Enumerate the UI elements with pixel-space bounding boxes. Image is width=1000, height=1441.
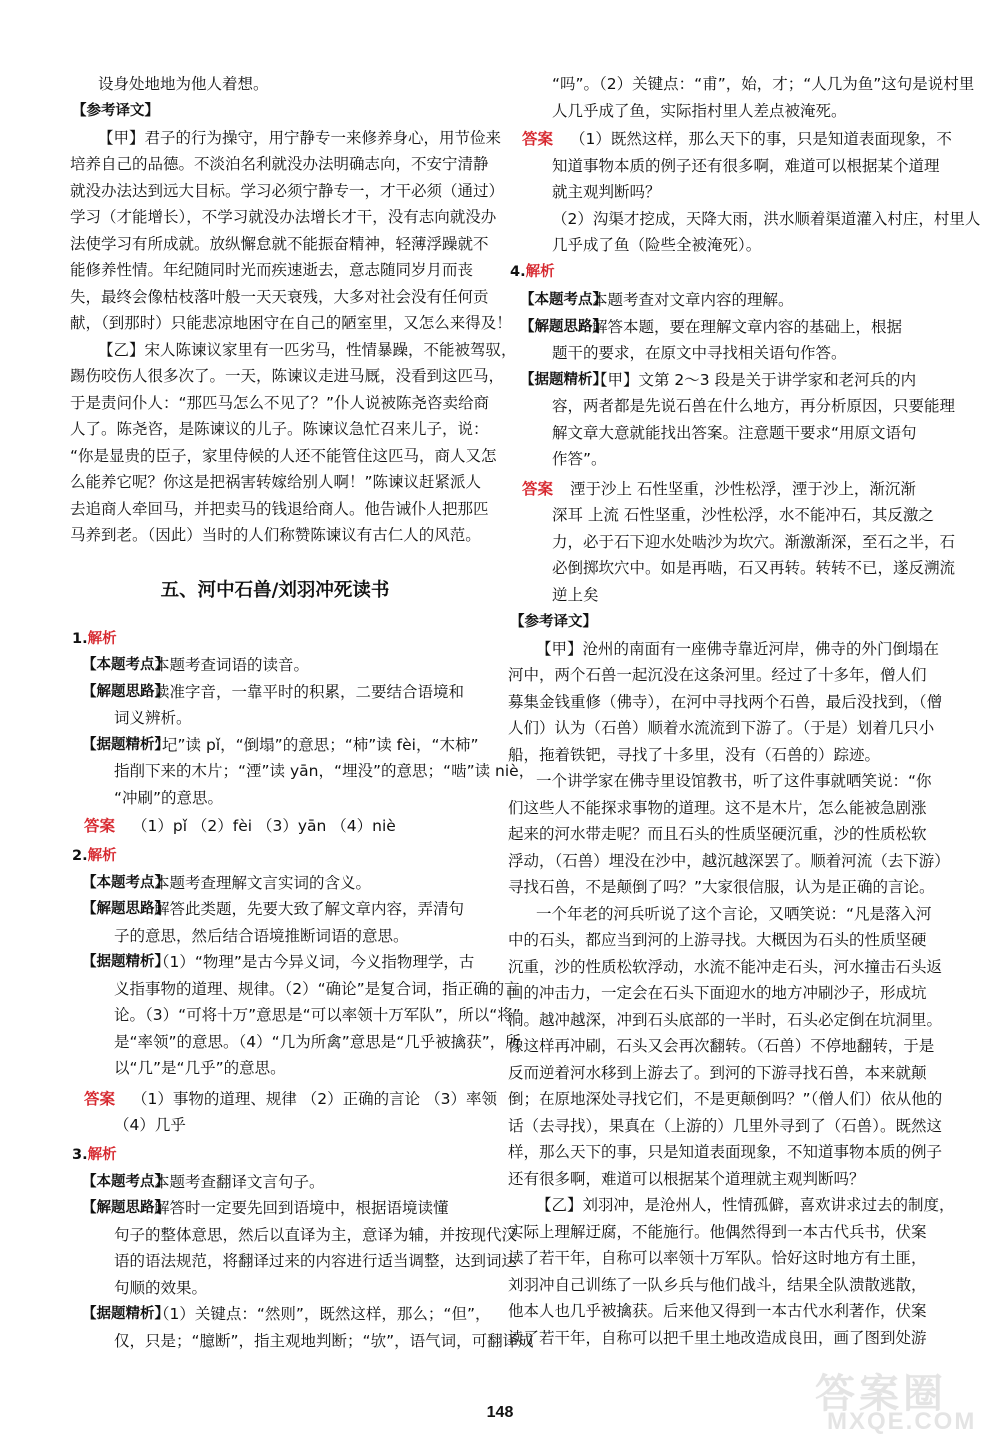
paragraph-line: 是“率领”的意思。（4）“几为所禽”意思是“几乎被擒获”，所 xyxy=(114,1033,521,1051)
answer-label: 答案 xyxy=(84,1090,116,1108)
paragraph-line: 他本人也几乎被擒获。后来他又得到一本古代水利著作，伏案 xyxy=(508,1302,927,1320)
paragraph-line: 句顺的效果。 xyxy=(114,1279,208,1297)
paragraph-line: 像这样再冲刷，石头又会再次翻转。（石兽）不停地翻转，于是 xyxy=(508,1037,935,1055)
question-3-header xyxy=(72,1144,117,1166)
answer-label: 答案 xyxy=(522,480,554,498)
question-4-header xyxy=(510,261,555,283)
paragraph-line: 【乙】刘羽冲，是沧州人，性情孤僻，喜欢讲求过去的制度， xyxy=(536,1196,955,1214)
answer-text: （1）既然这样，那么天下的事，只是知道表面现象，不 xyxy=(570,130,952,148)
approach-tag: 【解题思路】 xyxy=(520,319,607,335)
answer-text: 力，必于石下迎水处啮沙为坎穴。渐激渐深，至石之半，石 xyxy=(552,533,956,551)
analysis-label: 解析 xyxy=(87,1147,117,1163)
paragraph-line: 词义辨析。 xyxy=(114,709,192,727)
paragraph-line: 读准字音，一靠平时的积累，二要结合语境和 xyxy=(154,683,465,701)
paragraph-line: 读了若干年，自称可以把千里土地改造成良田，画了图到处游 xyxy=(508,1329,927,1347)
paragraph-line: 募集金钱重修（佛寺），在河中寻找两个石兽，最后没找到，（僧 xyxy=(508,693,943,711)
analysis-tag: 【据题精析】 xyxy=(82,737,169,753)
paragraph-line: 子的意思，然后结合语境推断词语的意思。 xyxy=(114,927,409,945)
paragraph-line: 【乙】宋人陈谏议家里有一匹劣马，性情暴躁，不能被驾驭， xyxy=(98,341,517,359)
paragraph-line: “冲刷”的意思。 xyxy=(114,789,224,807)
paragraph-line: 船，拖着铁钯，寻找了十多里，没有（石兽的）踪迹。 xyxy=(508,746,881,764)
approach-tag: 【解题思路】 xyxy=(82,901,169,917)
answer-label: 答案 xyxy=(522,130,554,148)
paragraph-line: 浮动，（石兽）埋没在沙中，越沉越深罢了。顺着河流（去下游） xyxy=(508,852,950,870)
watermark-text: 答案圈 xyxy=(815,1371,947,1417)
answer-text: 必倒掷坎穴中。如是再啮，石又再转。转转不已，遂反溯流 xyxy=(552,559,956,577)
paragraph-line: 人了。陈尧咨，是陈谏议的儿子。陈谏议急忙召来儿子，说： xyxy=(70,420,489,438)
paragraph-line: 就没办法达到远大目标。学习必须宁静专一，才干必须（通过） xyxy=(70,182,505,200)
paragraph-line: 寻找石兽，不是颠倒了吗？”大家很信服，认为是正确的言论。 xyxy=(508,878,935,896)
paragraph-line: 论。（3）“可将十万”意思是“可以率领十万军队”，所以“将” xyxy=(114,1006,521,1024)
answer-text: 深耳 上流 石性坚重，沙性松浮，水不能冲石，其反激之 xyxy=(552,506,934,524)
question-number: 3. xyxy=(72,1147,88,1163)
paragraph-line: 设身处地地为他人着想。 xyxy=(98,75,269,93)
paragraph-line: 解答时一定要先回到语境中，根据语境读懂 xyxy=(154,1199,449,1217)
paragraph-line: 中的石头，都应当到河的上游寻找。大概因为石头的性质坚硬 xyxy=(508,931,927,949)
paragraph-line: 样，那么天下的事，只是知道表面现象，不知道事物本质的例子 xyxy=(508,1143,943,1161)
question-number: 2. xyxy=(72,848,88,864)
paragraph-line: 河中，两个石兽一起沉没在这条河里。经过了十多年，僧人们 xyxy=(508,666,927,684)
paragraph-line: 沉重，沙的性质松软浮动，水流不能冲走石头，河水撞击石头返 xyxy=(508,958,943,976)
topic-tag: 【本题考点】 xyxy=(82,875,169,891)
topic-tag: 【本题考点】 xyxy=(520,292,607,308)
question-number: 1. xyxy=(72,631,88,647)
paragraph-line: “你是显贵的臣子，家里侍候的人还不能管住这匹马，商人又怎 xyxy=(70,447,497,465)
paragraph-line: 本题考查对文章内容的理解。 xyxy=(592,291,794,309)
paragraph-line: 句子的整体意思，然后以直译为主，意译为辅，并按现代汉 xyxy=(114,1226,518,1244)
paragraph-line: 【甲】君子的行为操守，用宁静专一来修养身心，用节俭来 xyxy=(98,129,502,147)
paragraph-line: 人们）认为（石兽）顺着水流流到下游了。（于是）划着几只小 xyxy=(508,719,935,737)
analysis-tag: 【据题精析】 xyxy=(82,1306,169,1322)
paragraph-line: 读了若干年，自称可以率领十万军队。恰好这时地方有土匪， xyxy=(508,1249,927,1267)
paragraph-line: （1）“物理”是古今异义词，今义指物理学，古 xyxy=(154,953,475,971)
paragraph-line: 义指事物的道理、规律。（2）“确论”是复合词，指正确的言 xyxy=(114,980,520,998)
paragraph-line: 去追商人牵回马，并把卖马的钱退给商人。他告诫仆人把那匹 xyxy=(70,500,489,518)
paragraph-line: 反而逆着河水移到上游去了。到河的下游寻找石兽，本来就颠 xyxy=(508,1064,927,1082)
paragraph-line: 培养自己的品德。不淡泊名利就没办法明确志向，不安宁清静 xyxy=(70,155,489,173)
paragraph-line: 本题考查理解文言实词的含义。 xyxy=(154,874,372,892)
approach-tag: 【解题思路】 xyxy=(82,684,169,700)
paragraph-line: 还有很多啊，难道可以根据某个道理就主观判断吗？ xyxy=(508,1170,865,1188)
paragraph-line: 一个讲学家在佛寺里设馆教书，听了这件事就哂笑说：“你 xyxy=(536,772,932,790)
analysis-label: 解析 xyxy=(87,631,117,647)
paragraph-line: 本题考查词语的读音。 xyxy=(154,656,310,674)
paragraph-line: 倒；在原地深处寻找它们，不是更颠倒吗？”（僧人们）依从他的 xyxy=(508,1090,943,1108)
paragraph-line: 洞。越冲越深，冲到石头底部的一半时，石头必定倒在坑洞里。 xyxy=(508,1011,943,1029)
question-number: 4. xyxy=(510,264,526,280)
paragraph-line: 本题考查翻译文言句子。 xyxy=(154,1173,325,1191)
paragraph-line: 解答此类题，先要大致了解文章内容，弄清句 xyxy=(154,900,465,918)
answer-text: 湮于沙上 石性坚重，沙性松浮，湮于沙上，渐沉渐 xyxy=(570,480,916,498)
answer-text: 就主观判断吗？ xyxy=(552,183,661,201)
paragraph-line: 学习（才能增长），不学习就没办法增长才干，没有志向就没办 xyxy=(70,208,497,226)
paragraph-line: 踢伤咬伤人很多次了。一天，陈谏议走进马厩，没看到这匹马， xyxy=(70,367,505,385)
answer-text: （4）几乎 xyxy=(114,1116,186,1134)
watermark-logo xyxy=(815,1362,990,1437)
analysis-tag: 【据题精析】 xyxy=(82,954,169,970)
section-title: 五、河中石兽/刘羽冲死读书 xyxy=(160,580,390,601)
answer-label: 答案 xyxy=(84,817,116,835)
paragraph-line: 马养到老。（因此）当时的人们称赞陈谏议有古仁人的风范。 xyxy=(70,526,481,544)
analysis-tag: 【据题精析】 xyxy=(520,372,607,388)
answer-text: 知道事物本质的例子还有很多啊，难道可以根据某个道理 xyxy=(552,157,940,175)
paragraph-line: 回的冲击力，一定会在石头下面迎水的地方冲刷沙子，形成坑 xyxy=(508,984,927,1002)
paragraph-line: 指削下来的木片；“湮”读 yān，“埋没”的意思；“啮”读 niè， xyxy=(114,762,535,780)
paragraph-line: 容，两者都是先说石兽在什么地方，再分析原因，只要能理 xyxy=(552,397,956,415)
answer-text: 逆上矣 xyxy=(552,586,599,604)
paragraph-line: 解文章大意就能找出答案。注意题干要求“用原文语句 xyxy=(552,424,917,442)
paragraph-line: 【甲】文第 2～3 段是关于讲学家和老河兵的内 xyxy=(592,371,917,389)
paragraph-line: 语的语法规范，将翻译过来的内容进行适当调整，达到词达 xyxy=(114,1252,518,1270)
paragraph-line: “吗”。（2）关键点：“甫”，始，才；“人几为鱼”这句是说村里 xyxy=(552,75,975,93)
answer-text: 几乎成了鱼（险些全被淹死）。 xyxy=(552,236,762,254)
paragraph-line: （1）关键点：“然则”，既然这样，那么；“但”， xyxy=(154,1305,491,1323)
page-number: 148 xyxy=(486,1404,514,1421)
paragraph-line: 作答”。 xyxy=(552,450,607,468)
answer-text: （2）沟渠才挖成，天降大雨，洪水顺着渠道灌入村庄，村里人 xyxy=(552,210,981,228)
paragraph-line: 仅，只是；“臆断”，指主观地判断；“欤”，语气词，可翻译成 xyxy=(114,1332,534,1350)
paragraph-line: 话（去寻找），果真在（上游的）几里外寻到了（石兽）。既然这 xyxy=(508,1117,943,1135)
paragraph-line: 解答本题，要在理解文章内容的基础上，根据 xyxy=(592,318,903,336)
paragraph-line: 献，（到那时）只能悲凉地困守在自己的陋室里，又怎么来得及！ xyxy=(70,314,512,332)
paragraph-line: 刘羽冲自己训练了一队乡兵与他们战斗，结果全队溃散逃散， xyxy=(508,1276,927,1294)
paragraph-line: 们这些人不能探求事物的道理。这不是木片，怎么能被急剧涨 xyxy=(508,799,927,817)
question-2-header xyxy=(72,845,117,867)
paragraph-line: 么能养它呢？你这是把祸害转嫁给别人啊！”陈谏议赶紧派人 xyxy=(70,473,482,491)
reference-translation-label: 【参考译文】 xyxy=(72,103,159,119)
approach-tag: 【解题思路】 xyxy=(82,1200,169,1216)
question-1-header xyxy=(72,628,117,650)
paragraph-line: 【甲】沧州的南面有一座佛寺靠近河岸，佛寺的外门倒塌在 xyxy=(536,640,940,658)
topic-tag: 【本题考点】 xyxy=(82,657,169,673)
paragraph-line: 法使学习有所成就。放纵懈怠就不能振奋精神，轻薄浮躁就不 xyxy=(70,235,489,253)
topic-tag: 【本题考点】 xyxy=(82,1174,169,1190)
paragraph-line: 起来的河水带走呢？而且石头的性质坚硬沉重，沙的性质松软 xyxy=(508,825,927,843)
analysis-label: 解析 xyxy=(87,848,117,864)
paragraph-line: 于是责问仆人：“那匹马怎么不见了？”仆人说被陈尧咨卖给商 xyxy=(70,394,490,412)
watermark-url: MXQE.COM xyxy=(827,1408,977,1435)
paragraph-line: 一个年老的河兵听说了这个言论，又哂笑说：“凡是落入河 xyxy=(536,905,932,923)
answer-text: （1）pǐ （2）fèi （3）yān （4）niè xyxy=(132,817,396,835)
answer-text: （1）事物的道理、规律 （2）正确的言论 （3）率领 xyxy=(132,1090,497,1108)
paragraph-line: “圮”读 pǐ，“倒塌”的意思；“柿”读 fèi，“木柿” xyxy=(154,736,479,754)
paragraph-line: 实际上理解迂腐，不能施行。他偶然得到一本古代兵书，伏案 xyxy=(508,1223,927,1241)
paragraph-line: 人几乎成了鱼，实际指村里人差点被淹死。 xyxy=(552,102,847,120)
reference-translation-label: 【参考译文】 xyxy=(510,614,597,630)
paragraph-line: 题干的要求，在原文中寻找相关语句作答。 xyxy=(552,344,847,362)
analysis-label: 解析 xyxy=(525,264,555,280)
paragraph-line: 能修养性情。年纪随同时光而疾速逝去，意志随同岁月而丧 xyxy=(70,261,474,279)
paragraph-line: 失，最终会像枯枝落叶般一天天衰残，大多对社会没有任何贡 xyxy=(70,288,489,306)
paragraph-line: 以“几”是“几乎”的意思。 xyxy=(114,1059,286,1077)
